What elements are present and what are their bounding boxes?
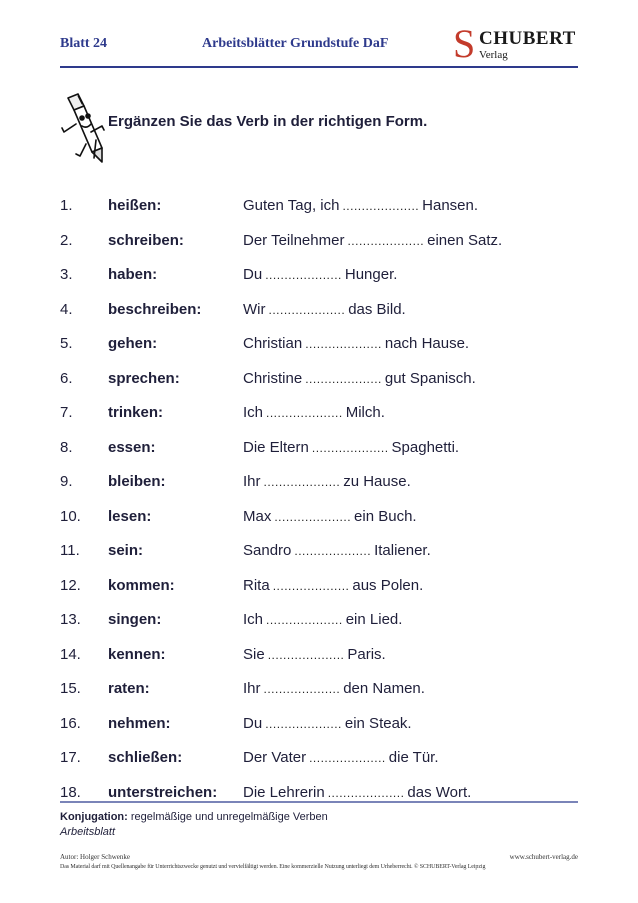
exercise-verb: heißen: [108,197,162,214]
exercise-verb: schreiben: [108,231,184,249]
exercise-row [60,538,580,573]
exercise-sentence [243,784,471,801]
exercise-sentence [243,197,478,214]
answer-gap[interactable]: .................... [272,578,350,593]
exercise-list [60,193,580,814]
exercise-number: 6. [60,369,73,387]
sentence-end: Italiener. [374,542,431,559]
exercise-row [60,607,580,642]
exercise-number: 12. [60,576,81,594]
exercise-number: 15. [60,680,81,697]
answer-gap[interactable]: .................... [305,371,382,386]
header-divider [60,66,578,68]
exercise-row [60,262,580,297]
copyright-notice: Das Material darf mit Quellenangabe für Unterrichtszwecke genutzt und vervielfältigt werden. Eine kommerzielle Nutzung unterliegt dem Urheberrecht. © SCHUBERT-Verlag Leipzig [60,864,486,870]
exercise-verb: sein: [108,542,144,559]
exercise-row [60,228,580,263]
exercise-number: 17. [60,749,81,766]
sentence-start: Ihr [243,680,261,697]
sentence-end: den Namen. [343,680,425,697]
answer-gap[interactable]: .................... [267,647,345,662]
exercise-row [60,504,580,539]
answer-gap[interactable]: .................... [263,475,341,489]
sentence-end: nach Hause. [384,335,470,352]
exercise-verb: singen: [108,611,162,628]
sentence-end: zu Hause. [343,473,411,490]
exercise-verb: raten: [108,680,150,697]
sentence-start: Wir [243,300,266,318]
exercise-sentence [243,646,386,663]
exercise-number: 10. [60,507,81,525]
exercise-verb: beschreiben: [108,300,202,318]
answer-gap[interactable]: .................... [268,302,346,317]
sentence-end: Hunger. [344,266,398,283]
exercise-sentence [243,749,439,766]
exercise-sentence [243,508,417,525]
exercise-row [60,676,580,711]
exercise-verb: sprechen: [108,369,180,387]
sentence-end: die Tür. [388,749,439,766]
sentence-start: Christian [243,335,303,352]
answer-gap[interactable]: .................... [266,613,343,627]
sentence-start: Christine [243,369,303,387]
exercise-number: 3. [60,266,73,283]
sentence-start: Ihr [243,473,261,490]
exercise-sentence [243,577,423,594]
sentence-start: Ich [243,404,264,421]
publisher-website: www.schubert-verlag.de [509,853,578,861]
sentence-start: Die Lehrerin [243,783,325,801]
sentence-start: Ich [243,611,264,628]
exercise-sentence [243,335,469,352]
sentence-start: Guten Tag, ich [243,197,340,214]
exercise-row [60,711,580,746]
exercise-sentence [243,266,397,283]
exercise-number: 16. [60,714,81,732]
exercise-row [60,573,580,608]
exercise-verb: haben: [108,266,158,283]
exercise-row [60,642,580,677]
exercise-number: 9. [60,473,73,490]
exercise-number: 8. [60,438,73,456]
task-instruction: Ergänzen Sie das Verb in der richtigen Form. [108,113,428,130]
footer-divider [60,801,578,803]
exercise-row [60,400,580,435]
exercise-row [60,331,580,366]
exercise-sentence [243,680,425,697]
answer-gap[interactable]: .................... [305,337,382,351]
answer-gap[interactable]: .................... [274,509,352,524]
answer-gap[interactable]: .................... [309,751,386,765]
exercise-number: 13. [60,611,81,628]
exercise-verb: bleiben: [108,473,166,490]
sentence-end: Hansen. [422,197,479,214]
exercise-verb: essen: [108,438,156,456]
exercise-sentence [243,232,502,249]
exercise-row [60,297,580,332]
answer-gap[interactable]: .................... [265,716,342,731]
sentence-start: Die Eltern [243,438,309,456]
sentence-end: Milch. [345,404,385,421]
sentence-end: gut Spanisch. [384,369,476,387]
answer-gap[interactable]: .................... [311,440,389,455]
exercise-number: 4. [60,300,73,318]
exercise-sentence [243,473,411,490]
sentence-start: Der Vater [243,749,307,766]
sentence-start: Max [243,507,272,525]
exercise-sentence [243,715,412,732]
exercise-verb: nehmen: [108,714,171,732]
sentence-end: ein Lied. [345,611,403,628]
exercise-number: 11. [60,542,80,559]
exercise-verb: kommen: [108,576,175,594]
series-title: Arbeitsblätter Grundstufe DaF [202,36,389,51]
sheet-number: Blatt 24 [60,36,108,51]
sentence-start: Du [243,266,263,283]
exercise-number: 14. [60,645,81,663]
sentence-end: aus Polen. [352,576,424,594]
exercise-number: 1. [60,197,73,214]
exercise-sentence [243,439,459,456]
answer-gap[interactable]: .................... [294,544,372,558]
page-header [60,21,578,66]
topic-label: Konjugation: [60,811,128,823]
answer-gap[interactable]: .................... [342,199,420,213]
exercise-verb: lesen: [108,507,152,525]
exercise-number: 2. [60,231,73,249]
pencil-mascot-icon [58,92,106,164]
exercise-row [60,366,580,401]
sentence-end: das Wort. [407,783,472,801]
sentence-start: Sie [243,645,265,663]
logo-name: CHUBERT [479,28,576,49]
sentence-start: Sandro [243,542,292,559]
answer-gap[interactable]: .................... [327,785,405,800]
exercise-row [60,469,580,504]
footer-topic [60,811,328,823]
exercise-sentence [243,542,431,559]
answer-gap[interactable]: .................... [347,233,425,248]
sentence-end: einen Satz. [427,231,503,249]
sentence-end: ein Steak. [344,714,412,732]
exercise-verb: trinken: [108,404,164,421]
logo-initial: S [453,21,476,66]
exercise-verb: gehen: [108,335,158,352]
sentence-end: ein Buch. [354,507,417,525]
sentence-start: Du [243,714,263,732]
exercise-row [60,193,580,228]
answer-gap[interactable]: .................... [263,682,341,696]
answer-gap[interactable]: .................... [266,406,343,420]
logo-verlag: Verlag [479,49,508,61]
exercise-verb: kennen: [108,645,166,663]
exercise-row [60,435,580,470]
sentence-end: Spaghetti. [391,438,460,456]
exercise-verb: unterstreichen: [108,783,218,801]
exercise-verb: schließen: [108,749,183,766]
sentence-start: Der Teilnehmer [243,231,345,249]
exercise-sentence [243,611,402,628]
sentence-end: das Bild. [348,300,406,318]
author-credit: Autor: Holger Schwenke [60,853,130,861]
topic-text: regelmäßige und unregelmäßige Verben [127,811,328,823]
sentence-end: Paris. [347,645,386,663]
exercise-row [60,745,580,780]
exercise-number: 18. [60,783,81,801]
publisher-logo [453,21,578,66]
exercise-sentence [243,404,385,421]
exercise-number: 5. [60,335,73,352]
sentence-start: Rita [243,576,270,594]
exercise-sentence [243,370,476,387]
footer-sheet-type: Arbeitsblatt [60,826,116,838]
exercise-sentence [243,301,406,318]
exercise-number: 7. [60,404,73,421]
exercise-row [60,780,580,815]
answer-gap[interactable]: .................... [265,268,342,282]
